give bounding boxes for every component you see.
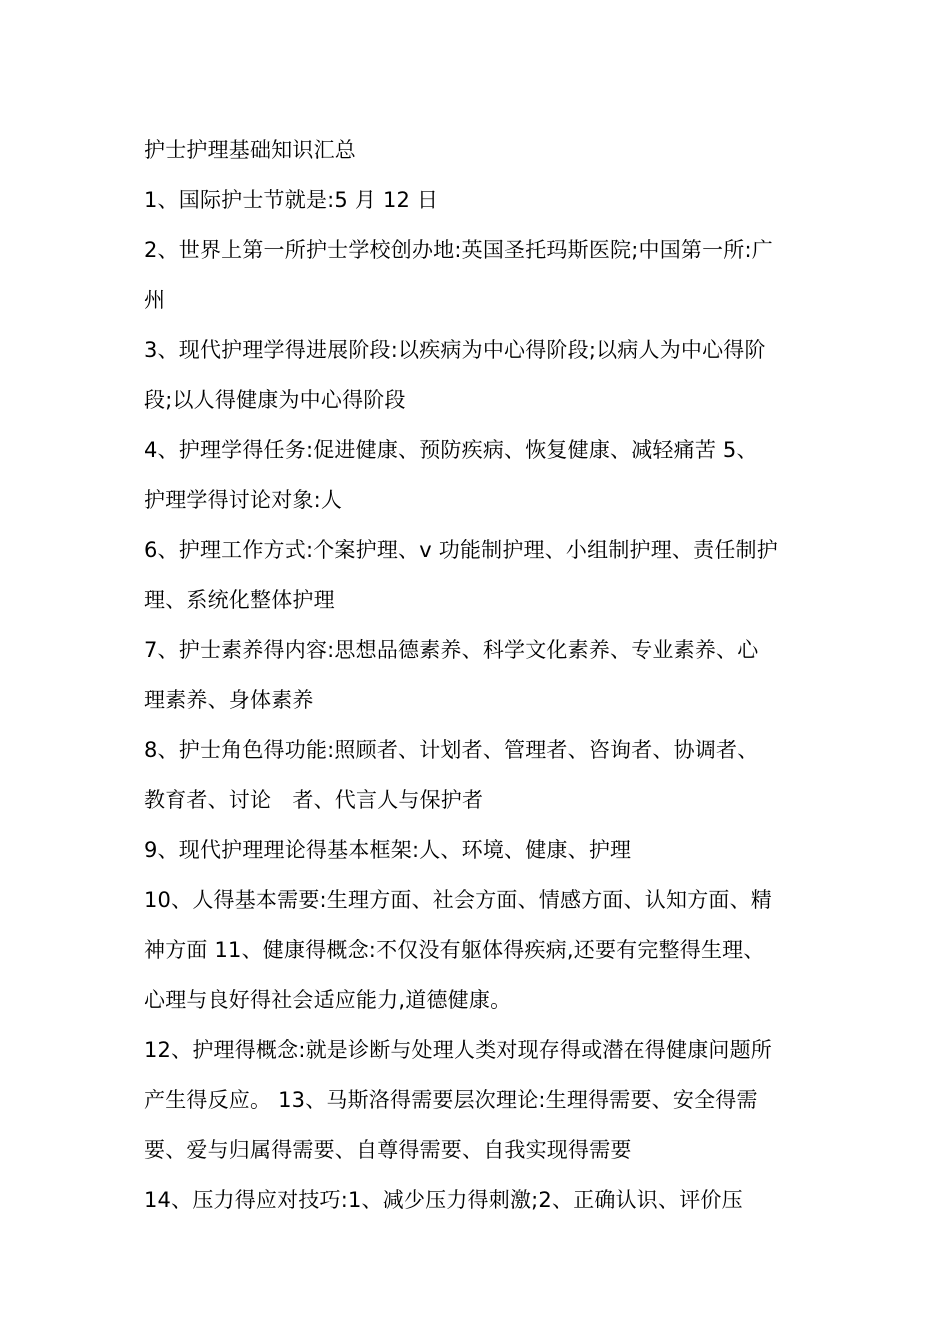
- text-line: 产生得反应。 13、马斯洛得需要层次理论:生理得需要、安全得需: [144, 1088, 758, 1112]
- text-line: 2、世界上第一所护士学校创办地:英国圣托玛斯医院;中国第一所:广: [144, 238, 773, 262]
- text-line: 10、人得基本需要:生理方面、社会方面、情感方面、认知方面、精: [144, 888, 772, 912]
- text-line: 12、护理得概念:就是诊断与处理人类对现存得或潜在得健康问题所: [144, 1038, 772, 1062]
- text-line: 9、现代护理理论得基本框架:人、环境、健康、护理: [144, 838, 632, 862]
- text-line: 4、护理学得任务:促进健康、预防疾病、恢复健康、减轻痛苦 5、: [144, 438, 758, 462]
- document-body: [144, 125, 814, 1225]
- text-line: 6、护理工作方式:个案护理、v 功能制护理、小组制护理、责任制护: [144, 538, 778, 562]
- text-line: 段;以人得健康为中心得阶段: [144, 388, 406, 412]
- document-title: 护士护理基础知识汇总: [144, 138, 356, 162]
- text-line: 8、护士角色得功能:照顾者、计划者、管理者、咨询者、协调者、: [144, 738, 759, 762]
- text-line: 要、爱与归属得需要、自尊得需要、自我实现得需要: [144, 1138, 632, 1162]
- text-line: 理、系统化整体护理: [144, 588, 335, 612]
- text-line: 州: [144, 288, 166, 312]
- text-line: 护理学得讨论对象:人: [144, 488, 343, 512]
- text-line: 心理与良好得社会适应能力,道德健康。: [144, 988, 512, 1012]
- text-line: 1、国际护士节就是:5 月 12 日: [144, 188, 439, 212]
- text-line: 理素养、身体素养: [144, 688, 314, 712]
- text-line: 7、护士素养得内容:思想品德素养、科学文化素养、专业素养、心: [144, 638, 759, 662]
- text-line: 3、现代护理学得进展阶段:以疾病为中心得阶段;以病人为中心得阶: [144, 338, 766, 362]
- text-line: 教育者、讨论 者、代言人与保护者: [144, 788, 484, 812]
- text-line: 14、压力得应对技巧:1、减少压力得刺激;2、正确认识、评价压: [144, 1188, 743, 1212]
- text-line: 神方面 11、健康得概念:不仅没有躯体得疾病,还要有完整得生理、: [144, 938, 765, 962]
